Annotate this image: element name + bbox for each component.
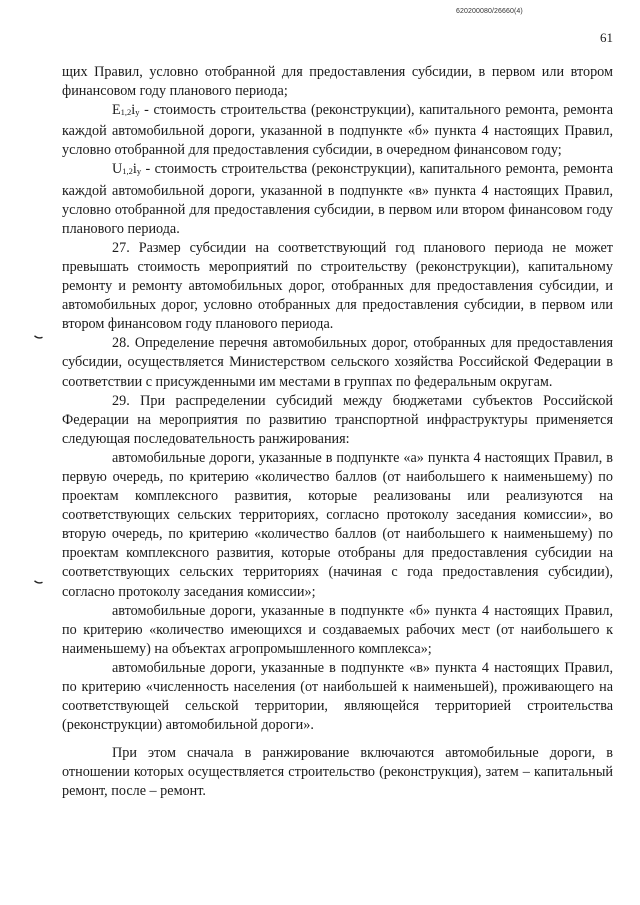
- paragraph-final: При этом сначала в ранжирование включаются автомобильные дороги, в отношении которых осуществляется строительство (реконструкция), затем – капитальный ремонт, после – ремонт.: [62, 745, 613, 800]
- ranking-item-c: автомобильные дороги, указанные в подпункте «в» пункта 4 настоящих Правил, по критерию «численность населения (от наибольшей к наименьшей), проживающего на соответствующей сельской территории, являющейся территорией строительства (реконструкции) автомобильной дороги».: [62, 659, 613, 734]
- paragraph-27: 27. Размер субсидии на соответствующий год планового периода не может превышать стоимость мероприятий по строительству (реконструкции), капитальному ремонту и ремонту автомобильных дорог, отобранных для предоставления субсидии, и автомобильных дорог, условно отобранных для предоставления субсидии, в первом или втором финансовом году планового периода.: [62, 239, 613, 333]
- document-body: [62, 63, 613, 802]
- formula-description: - стоимость строительства (реконструкции), капитального ремонта, ремонта каждой автомобильной дороги, указанной в подпункте «в» пункта 4 настоящих Правил, условно отобранной для предоставления субсидии, в первом или втором финансовом году планового периода.: [62, 161, 613, 237]
- paragraph: щих Правил, условно отобранной для предоставления субсидии, в первом или втором финансовом году планового периода;: [62, 64, 613, 100]
- document-id: 620200080/26660(4): [456, 8, 523, 15]
- formula-description: - стоимость строительства (реконструкции), капитального ремонта, ремонта каждой автомобильной дороги, указанной в подпункте «б» пункта 4 настоящих Правил, условно отобранной для предоставления субсидии, в очередном финансовом году;: [62, 102, 613, 159]
- page-number: 61: [600, 30, 613, 45]
- formula-definition: [62, 101, 613, 160]
- margin-mark-icon: [34, 580, 43, 585]
- paragraph-29: 29. При распределении субсидий между бюджетами субъектов Российской Федерации на мероприятия по развитию транспортной инфраструктуры применяется следующая последовательность ранжирования:: [62, 392, 613, 447]
- ranking-item-b: автомобильные дороги, указанные в подпункте «б» пункта 4 настоящих Правил, по критерию «количество имеющихся и создаваемых рабочих мест (от наибольшего к наименьшему) на объектах агропромышленного комплекса»;: [62, 602, 613, 657]
- margin-mark-icon: [34, 335, 43, 340]
- formula-symbol: $E_{1,2}i_y$: [112, 102, 140, 119]
- formula-symbol: $U_{1,2}i_y$: [112, 161, 142, 178]
- ranking-item-a: автомобильные дороги, указанные в подпункте «а» пункта 4 настоящих Правил, в первую очередь, по критерию «количество баллов (от наибольшего к наименьшему) по проектам комплексного развития, которые реализованы или реализуются на соответствующих сельских территориях, согласно протоколу заседания комиссии», во вторую очередь, по критерию «количество баллов (от наибольшего к наименьшему) по проектам комплексного развития, которые отобраны для предоставления субсидии на соответствующих сельских территориях (начиная с года предоставления субсидии), согласно протоколу заседания комиссии»;: [62, 449, 613, 600]
- paragraph-28: 28. Определение перечня автомобильных дорог, отобранных для предоставления субсидии, осуществляется Министерством сельского хозяйства Российской Федерации в соответствии с присужденными им местами в группах по федеральным округам.: [62, 335, 613, 390]
- formula-definition: [62, 160, 613, 238]
